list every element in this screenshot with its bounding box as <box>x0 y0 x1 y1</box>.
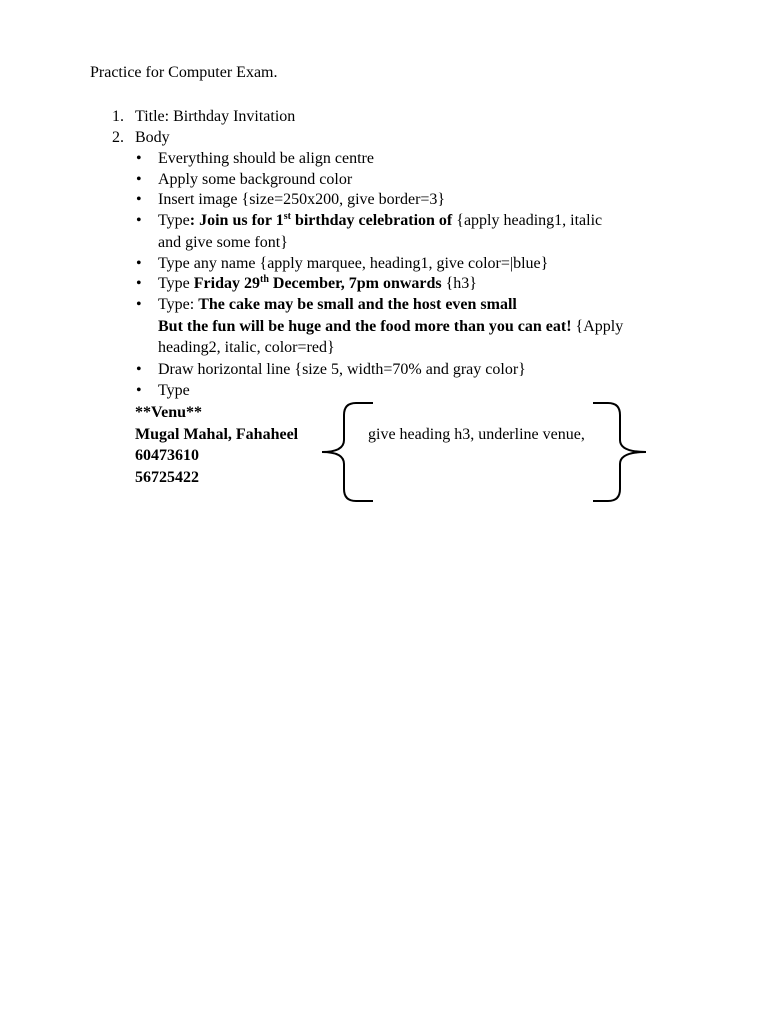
bullet-marker: • <box>136 361 142 378</box>
bullet-marker: • <box>136 212 142 229</box>
bullet-insert-image: Insert image {size=250x200, give border=3} <box>158 191 446 208</box>
bullet-cake-line: Type: The cake may be small and the host even small <box>158 296 517 313</box>
bullet-marker: • <box>136 255 142 272</box>
left-curly-brace <box>318 398 378 506</box>
venue-title: **Venu** <box>135 404 202 421</box>
venue-place: Mugal Mahal, Fahaheel <box>135 426 299 443</box>
bullet-background-color: Apply some background color <box>158 171 353 188</box>
bullet-marker: • <box>136 275 142 292</box>
venue-instruction-note: give heading h3, underline venue, <box>368 426 585 443</box>
venue-phone-1: 60473610 <box>135 447 199 464</box>
right-curly-brace <box>588 398 650 506</box>
bullet-marker: • <box>136 296 142 313</box>
list-number-1: 1. <box>112 108 124 125</box>
bullet-date: Type Friday 29th December, 7pm onwards {h3} <box>158 274 477 292</box>
bullet-marker: • <box>136 191 142 208</box>
list-number-2: 2. <box>112 129 124 146</box>
numbered-item-body: Body <box>135 129 170 146</box>
document-title: Practice for Computer Exam. <box>90 64 278 81</box>
bullet-marker: • <box>136 382 142 399</box>
bullet-horizontal-line: Draw horizontal line {size 5, width=70% and gray color} <box>158 361 526 378</box>
bullet-join-us-continued: and give some font} <box>158 234 288 251</box>
bullet-type: Type <box>158 382 190 399</box>
bullet-fun-line: But the fun will be huge and the food more than you can eat! {Apply <box>158 318 624 335</box>
bullet-join-us: Type: Join us for 1st birthday celebration of {apply heading1, italic <box>158 211 603 229</box>
numbered-item-title: Title: Birthday Invitation <box>135 108 296 125</box>
bullet-cake-continued: heading2, italic, color=red} <box>158 339 335 356</box>
bullet-marker: • <box>136 150 142 167</box>
bullet-align-centre: Everything should be align centre <box>158 150 374 167</box>
bullet-type-name: Type any name {apply marquee, heading1, give color=|blue} <box>158 255 549 272</box>
venue-phone-2: 56725422 <box>135 469 199 486</box>
bullet-marker: • <box>136 171 142 188</box>
